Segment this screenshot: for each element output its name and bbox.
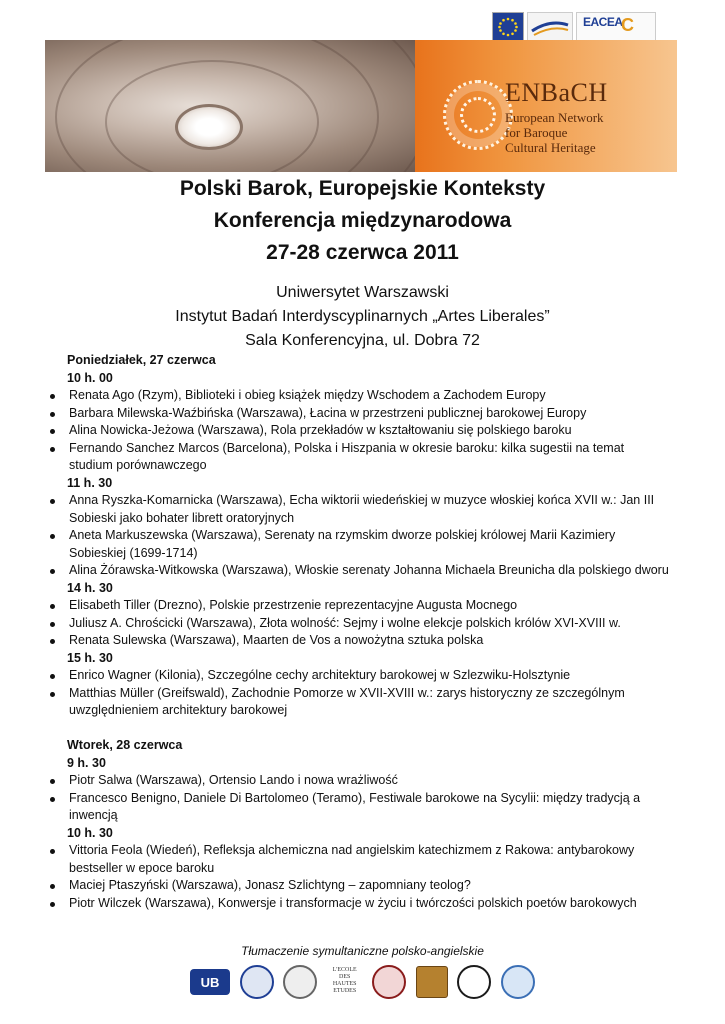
bullet-icon <box>50 447 55 452</box>
baroque-dome-photo <box>45 40 415 172</box>
session-time: 15 h. 30 <box>67 650 113 665</box>
header-banner <box>45 40 677 172</box>
bullet-icon <box>50 499 55 504</box>
dome-oculus <box>175 104 243 150</box>
ub-logo: UB <box>190 969 230 995</box>
spiral-icon <box>443 80 513 150</box>
bullet-icon <box>50 622 55 627</box>
bullet-icon <box>50 639 55 644</box>
swoosh-icon <box>528 13 572 43</box>
bullet-icon <box>50 604 55 609</box>
bullet-icon <box>50 779 55 784</box>
program-item <box>50 492 670 527</box>
program-day: Wtorek, 28 czerwca <box>67 738 183 752</box>
program-item-text: Vittoria Feola (Wiedeń), Refleksja alchemiczna nad angielskim katechizmem z Rakowa: antybarokowy bestseller w epoce baroku <box>69 843 635 875</box>
title-line: Konferencja międzynarodowa <box>213 209 512 232</box>
program-item-text: Renata Sulewska (Warszawa), Maarten de Vos a nowożytna sztuka polska <box>69 633 484 647</box>
program-item-text: Francesco Benigno, Daniele Di Bartolomeo (Teramo), Festiwale barokowe na Sycylii: między tradycją a inwencją <box>69 790 641 822</box>
bullet-icon <box>50 674 55 679</box>
venue-info <box>0 281 725 353</box>
program-item <box>50 615 670 633</box>
program-item-text: Enrico Wagner (Kilonia), Szczególne cechy architektury barokowej w Szlezwiku-Holsztynie <box>69 668 571 682</box>
eacea-text: EACEA <box>583 15 623 29</box>
program-item-text: Anna Ryszka-Komarnicka (Warszawa), Echa wiktorii wiedeńskiej w muzyce włoskiej końca XVII w.: Jan III Sobieski jako bohater librett oratoryjnych <box>69 493 655 525</box>
program-item <box>50 440 670 475</box>
bullet-icon <box>50 849 55 854</box>
bullet-icon <box>50 884 55 889</box>
program-item <box>50 405 670 423</box>
program-item-text: Juliusz A. Chrościcki (Warszawa), Złota wolność: Sejmy i wolne elekcje polskich królów XVI-XVIII w. <box>69 615 621 630</box>
education-culture-logo <box>527 12 573 42</box>
top-logos <box>492 12 656 42</box>
culture-mark: C <box>621 15 634 35</box>
title-line: 27-28 czerwca 2011 <box>266 241 459 264</box>
bullet-icon <box>50 902 55 907</box>
enbach-subtitle: European Network for Baroque Cultural Heritage <box>505 110 604 155</box>
program-item <box>50 877 670 895</box>
program-item <box>50 790 670 825</box>
bullet-icon <box>50 394 55 399</box>
university-seal-logo <box>240 965 274 999</box>
heraldic-logo <box>416 966 448 998</box>
program-item-text: Fernando Sanchez Marcos (Barcelona), Polska i Hiszpania w okresie baroku: kilka sugestii na temat studium porównawczego <box>69 440 625 472</box>
institute-seal-logo <box>283 965 317 999</box>
program-item <box>50 527 670 562</box>
program-day: Poniedziałek, 27 czerwca <box>67 353 216 367</box>
bullet-icon <box>50 429 55 434</box>
venue-line: Uniwersytet Warszawski <box>276 284 449 301</box>
partner-logos <box>190 964 535 1000</box>
session-time: 11 h. 30 <box>67 475 113 490</box>
venue-line: Sala Konferencyjna, ul. Dobra 72 <box>245 332 480 349</box>
program-item <box>50 842 670 877</box>
translation-note: Tłumaczenie symultaniczne polsko-angielskie <box>241 944 484 958</box>
bullet-icon <box>50 412 55 417</box>
bullet-icon <box>50 534 55 539</box>
eu-stars-icon <box>496 16 520 38</box>
eu-flag-logo <box>492 12 524 42</box>
program-item <box>50 895 670 913</box>
session-time: 10 h. 30 <box>67 825 113 840</box>
academy-seal-logo <box>501 965 535 999</box>
program-item <box>50 562 670 580</box>
program-item <box>50 387 670 405</box>
program-item-text: Alina Żórawska-Witkowska (Warszawa), Włoskie serenaty Johanna Michaela Breunicha dla polskiego dworu <box>69 563 669 577</box>
bullet-icon <box>50 569 55 574</box>
program-item-text: Piotr Salwa (Warszawa), Ortensio Lando i nowa wrażliwość <box>69 773 398 787</box>
program-item-text: Alina Nowicka-Jeżowa (Warszawa), Rola przekładów w kształtowaniu się polskiego baroku <box>69 423 572 437</box>
program-item <box>50 685 670 720</box>
conference-program <box>50 352 670 912</box>
venue-line: Instytut Badań Interdyscyplinarnych „Artes Liberales” <box>175 308 550 325</box>
program-item <box>50 597 670 615</box>
conference-title <box>0 173 725 269</box>
program-item-text: Matthias Müller (Greifswald), Zachodnie Pomorze w XVII-XVIII w.: zarys historyczny ze szczególnym uwzględnieniem architektury barokowej <box>69 685 625 717</box>
program-item-text: Barbara Milewska-Waźbińska (Warszawa), Łacina w przestrzeni publicznej barokowej Europy <box>69 405 587 420</box>
session-time: 9 h. 30 <box>67 755 106 770</box>
enbach-title: ENBaCH <box>505 78 608 107</box>
enbach-logo <box>415 40 677 172</box>
program-item-text: Renata Ago (Rzym), Biblioteki i obieg książek między Wschodem a Zachodem Europy <box>69 388 546 402</box>
crest-seal-logo <box>372 965 406 999</box>
program-item <box>50 632 670 650</box>
session-time: 10 h. 00 <box>67 370 113 385</box>
program-item-text: Aneta Markuszewska (Warszawa), Serenaty na rzymskim dworze polskiej królowej Marii Kazimiery Sobieskiej (1699-1714) <box>69 528 616 560</box>
title-line: Polski Barok, Europejskie Konteksty <box>179 177 546 200</box>
ecole-logo: L'ECOLE DES HAUTES ETUDES <box>332 967 357 994</box>
program-item <box>50 422 670 440</box>
spacer <box>50 720 670 738</box>
program-item-text: Piotr Wilczek (Warszawa), Konwersje i transformacje w życiu i twórczości polskich poetów barokowych <box>69 895 637 910</box>
eagle-seal-logo <box>457 965 491 999</box>
eacea-logo <box>576 12 656 42</box>
bullet-icon <box>50 797 55 802</box>
session-time: 14 h. 30 <box>67 580 113 595</box>
program-item-text: Maciej Ptaszyński (Warszawa), Jonasz Szlichtyng – zapomniany teolog? <box>69 878 471 892</box>
bullet-icon <box>50 692 55 697</box>
program-item-text: Elisabeth Tiller (Drezno), Polskie przestrzenie reprezentacyjne Augusta Mocnego <box>69 598 518 612</box>
program-item <box>50 772 670 790</box>
program-item <box>50 667 670 685</box>
